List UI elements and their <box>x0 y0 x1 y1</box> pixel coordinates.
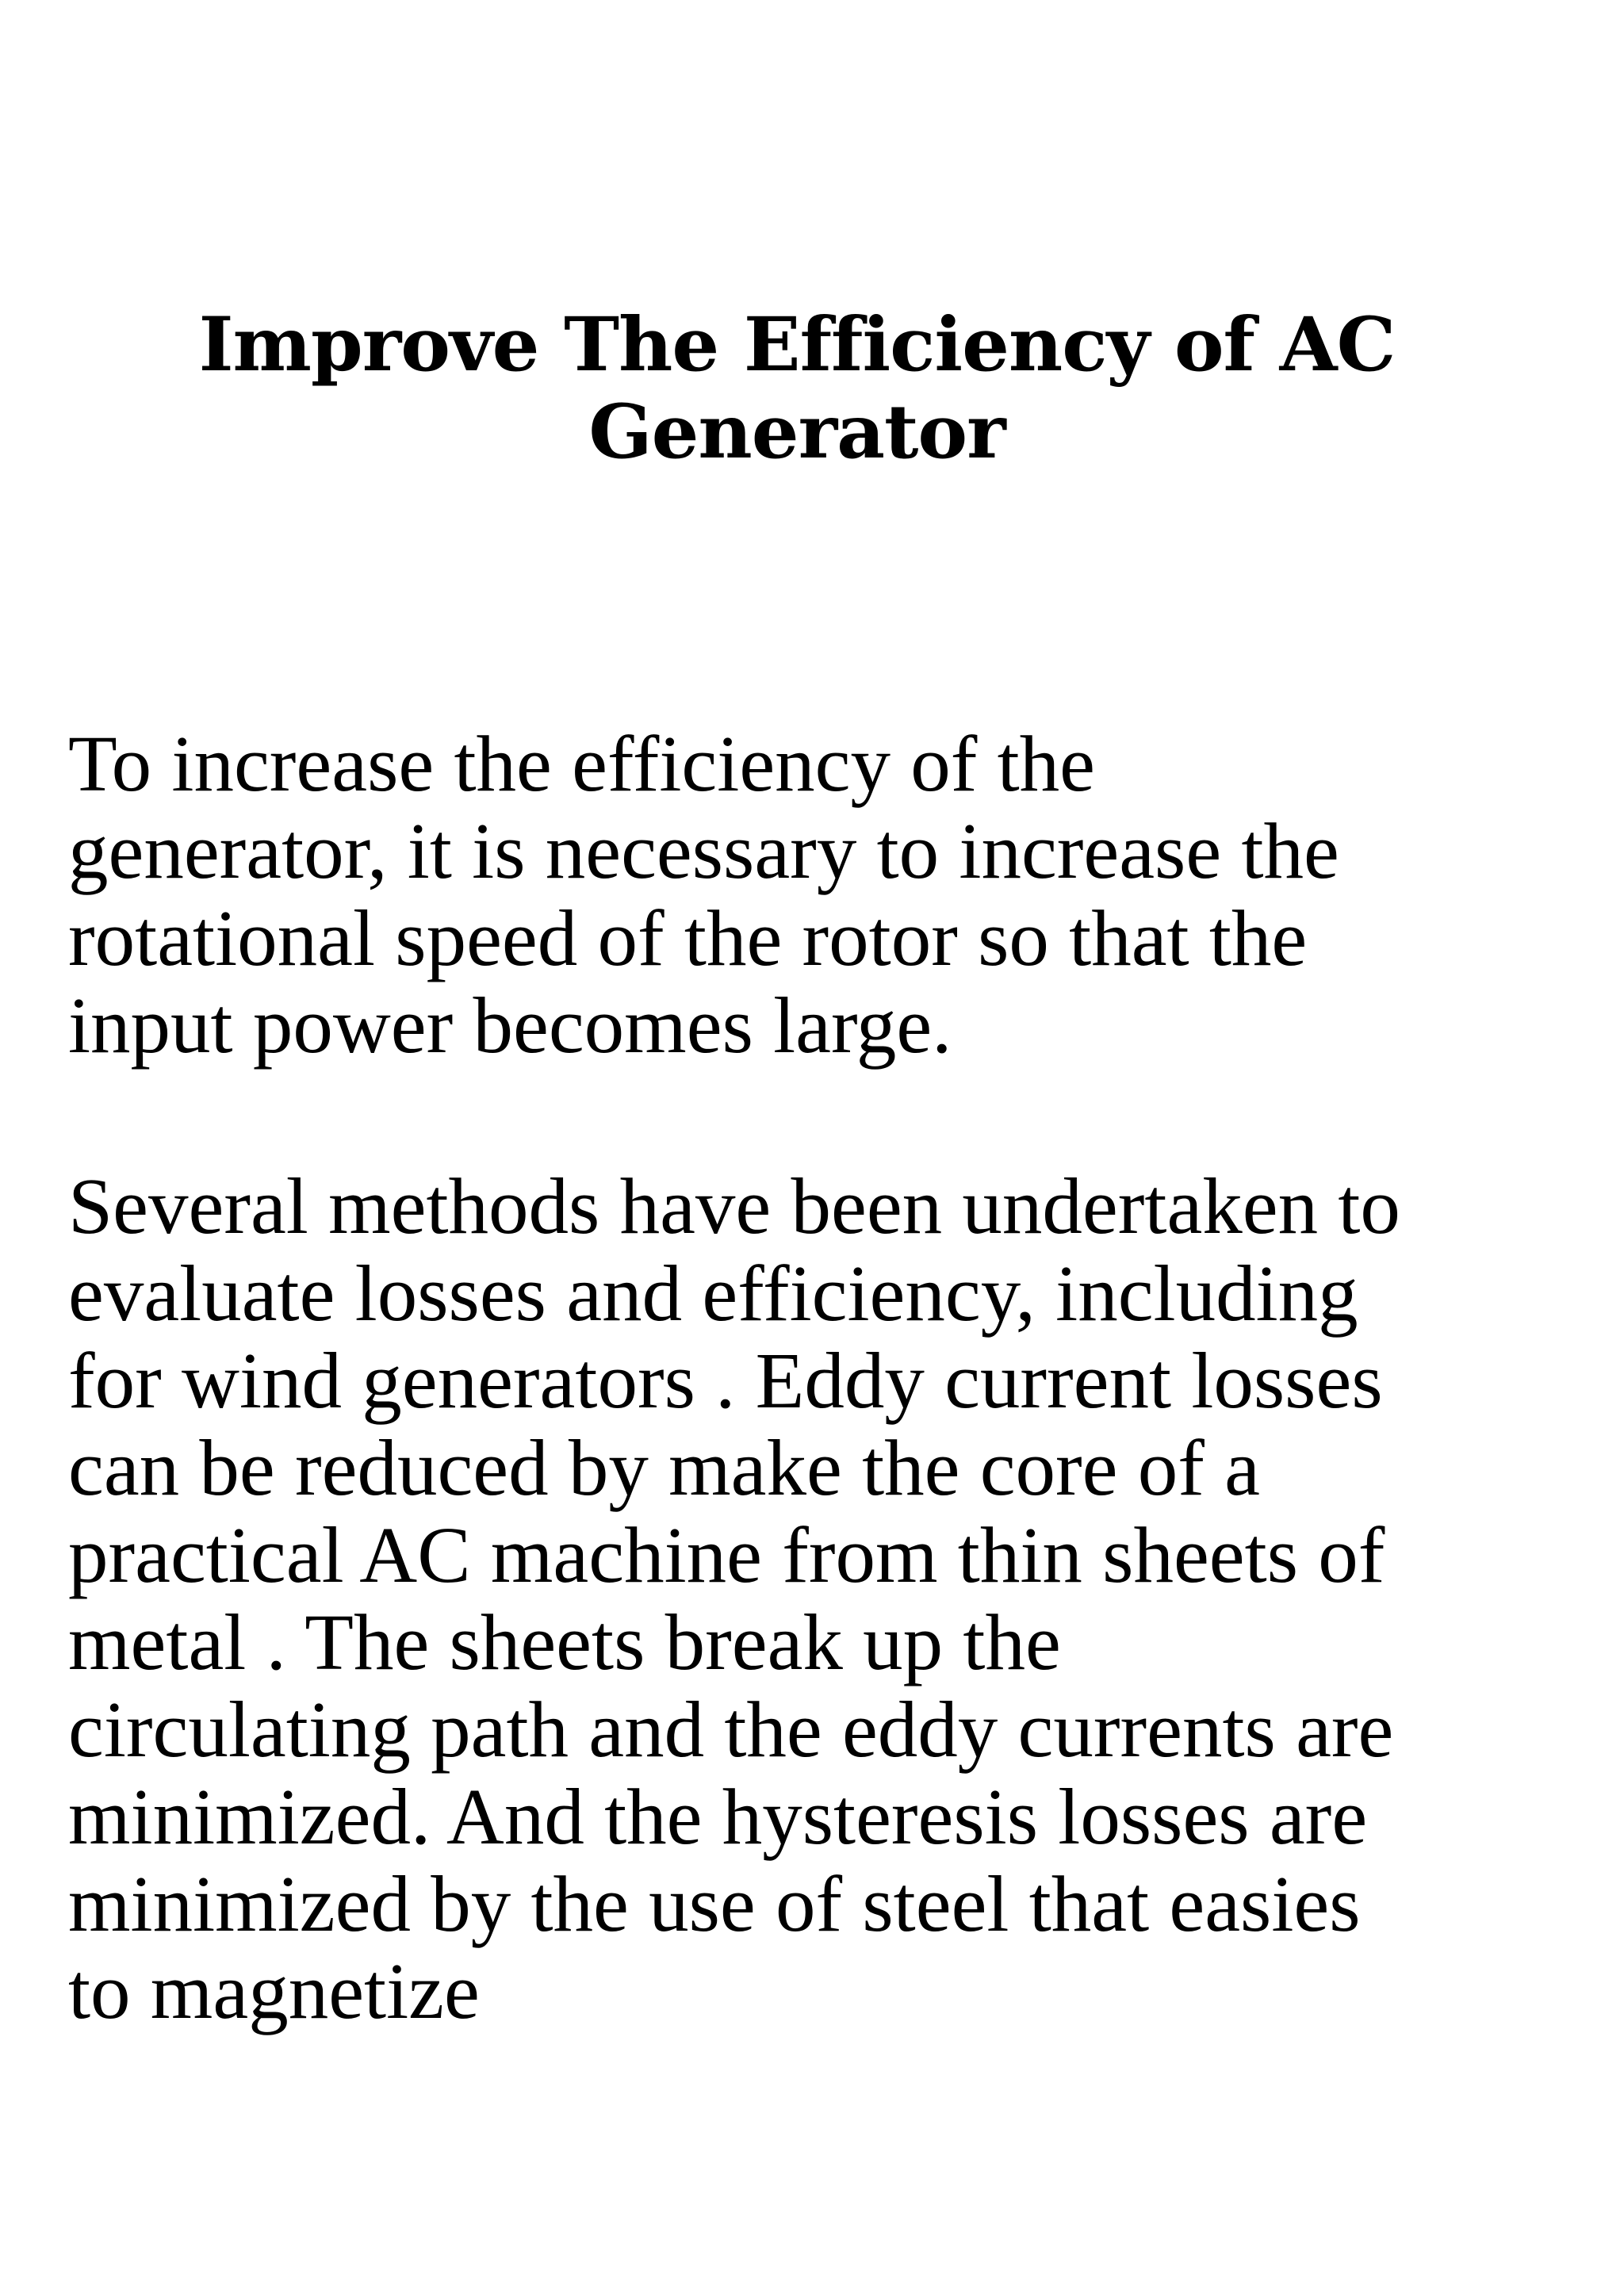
page-title <box>79 301 1515 476</box>
text-line: evaluate losses and efficiency, including <box>68 1249 1358 1338</box>
text-line: can be reduced by make the core of a <box>68 1423 1260 1512</box>
paragraph-methods <box>68 1162 1591 2035</box>
text-line: minimized. And the hysteresis losses are <box>68 1772 1368 1861</box>
text-line: practical AC machine from thin sheets of <box>68 1510 1385 1599</box>
title-line: Improve The Efficiency of AC <box>198 301 1396 389</box>
text-line: metal . The sheets break up the <box>68 1598 1061 1686</box>
text-line: to magnetize <box>68 1947 480 2035</box>
text-line: generator, it is necessary to increase the <box>68 806 1339 895</box>
text-line: Several methods have been undertaken to <box>68 1162 1400 1250</box>
text-line: input power becomes large. <box>68 981 952 1070</box>
title-line: Generator <box>588 389 1005 476</box>
text-line: for wind generators . Eddy current losses <box>68 1336 1383 1425</box>
text-line: To increase the efficiency of the <box>68 719 1095 808</box>
paragraph-intro <box>68 720 1591 1069</box>
text-line: minimized by the use of steel that easies <box>68 1859 1361 1948</box>
text-line: rotational speed of the rotor so that the <box>68 894 1308 982</box>
text-line: circulating path and the eddy currents are <box>68 1685 1394 1774</box>
